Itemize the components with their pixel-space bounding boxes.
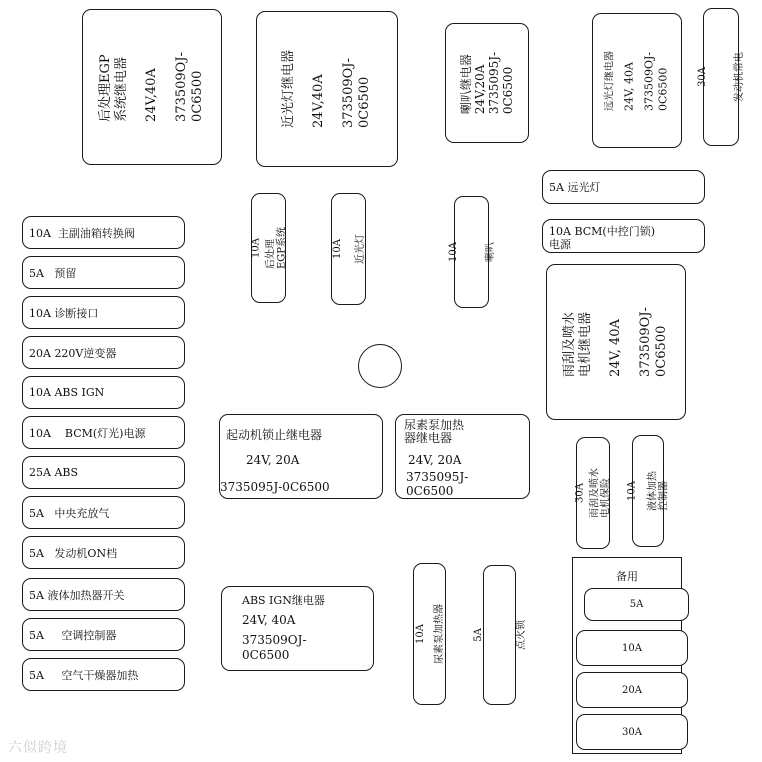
fuse-label: 10A BCM(灯光)电源	[29, 426, 146, 440]
fuse-liquid-heater-amp: 10A	[626, 481, 638, 501]
low-beam-relay-name: 近光灯继电器	[281, 49, 296, 129]
fuse-abs-ign[interactable]	[22, 376, 185, 409]
low-beam-relay[interactable]	[256, 11, 398, 167]
urea-pump-relay-part-line2: 0C6500	[406, 484, 454, 498]
high-beam-relay-name: 远光灯继电器	[604, 50, 616, 111]
high-beam-relay-spec: 24V, 40A	[622, 61, 636, 111]
engine-power-fuse-amp: 30A	[697, 67, 708, 87]
fuse-central-inflation[interactable]	[22, 496, 185, 529]
abs-ign-relay[interactable]	[221, 586, 374, 671]
fuse-horn-vertical[interactable]	[447, 196, 496, 308]
fuse-engine-on[interactable]	[22, 536, 185, 569]
fuse-bcm-door-line1: 10A BCM(中控门锁)	[549, 225, 655, 238]
fuse-liquid-heater-vertical[interactable]	[626, 435, 670, 547]
urea-pump-relay-name-line2: 器继电器	[404, 431, 453, 445]
horn-relay-part-line2: 0C6500	[501, 66, 515, 115]
abs-ign-relay-part-line2: 0C6500	[242, 648, 290, 662]
wiper-relay-part-line2: 0C6500	[654, 325, 669, 377]
fuse-liquid-heater-line1: 液体加热	[647, 471, 659, 511]
urea-pump-relay-name-line1: 尿素泵加热	[404, 418, 465, 432]
egp-relay-spec: 24V,40A	[144, 68, 159, 122]
fuse-label: 10A 诊断接口	[29, 306, 99, 320]
spare-fuse-5a[interactable]	[584, 588, 689, 621]
engine-power-fuse[interactable]	[697, 8, 745, 146]
fuse-ignition-vertical[interactable]	[472, 565, 527, 705]
fuse-label: 5A 预留	[29, 266, 77, 280]
starter-lock-relay-name: 起动机锁止继电器	[226, 428, 323, 442]
egp-relay[interactable]	[82, 9, 222, 165]
low-beam-relay-part-line2: 0C6500	[357, 76, 372, 129]
mounting-hole	[358, 344, 402, 388]
fuse-urea-heater-vertical[interactable]	[413, 563, 446, 705]
fuse-egp-amp: 10A	[250, 238, 261, 258]
fuse-liquid-heater-switch[interactable]	[22, 578, 185, 611]
fuse-low-beam-vertical[interactable]	[331, 193, 366, 305]
fuse-low-beam-amp: 10A	[331, 239, 343, 259]
fuse-label: 5A 发动机ON档	[29, 546, 118, 560]
fuse-reserved[interactable]	[22, 256, 185, 289]
wiper-relay-name-line2: 电机继电器	[578, 311, 593, 377]
wiper-relay-name-line1: 雨刮及喷水	[562, 311, 577, 377]
fuse-bcm-light[interactable]	[22, 416, 185, 449]
egp-relay-part-line2: 0C6500	[190, 70, 205, 122]
low-beam-relay-spec: 24V,40A	[311, 74, 326, 129]
abs-ign-relay-name: ABS IGN继电器	[242, 594, 325, 607]
spare-fuse-label: 30A	[622, 726, 642, 738]
horn-relay-spec: 24V,20A	[473, 64, 487, 115]
high-beam-relay-part-line2: 0C6500	[656, 67, 670, 111]
fuse-wiper-line2: 电机保险	[600, 478, 612, 518]
wiper-relay[interactable]	[546, 264, 686, 420]
wiper-relay-spec: 24V, 40A	[608, 319, 623, 377]
spare-fuse-label: 10A	[622, 642, 642, 654]
fuse-wiper-line1: 雨刮及喷水	[589, 468, 601, 518]
horn-relay[interactable]	[445, 23, 529, 143]
spare-fuse-10a[interactable]	[576, 630, 688, 666]
fuse-bcm-door[interactable]	[542, 219, 705, 253]
fuse-air-dryer-heater[interactable]	[22, 658, 185, 691]
fuse-label: 5A 空气干燥器加热	[29, 668, 139, 682]
fuse-egp-vertical[interactable]	[251, 193, 286, 303]
fuse-liquid-heater-line2: 控制器	[658, 481, 670, 511]
urea-pump-relay-spec: 24V, 20A	[408, 453, 462, 467]
watermark: 六似跨境	[8, 740, 68, 756]
fuse-label: 5A 中央充放气	[29, 506, 110, 520]
fuse-horn-amp: 10A	[447, 242, 459, 262]
fuse-abs[interactable]	[22, 456, 185, 489]
fuse-ignition-amp: 5A	[472, 628, 484, 642]
engine-power-fuse-label: 发动机常电	[734, 52, 745, 102]
starter-lock-relay[interactable]	[219, 414, 383, 499]
starter-lock-relay-spec: 24V, 20A	[246, 453, 300, 467]
fuse-urea-heater-label: 尿素泵加热器	[433, 604, 445, 664]
fuse-label: 5A 空调控制器	[29, 628, 117, 642]
spare-fuse-label: 5A	[629, 599, 644, 610]
fuse-bcm-door-line2: 电源	[549, 238, 571, 251]
abs-ign-relay-part-line1: 373509OJ-	[242, 633, 307, 647]
urea-pump-relay-part-line1: 3735095J-	[406, 470, 469, 484]
egp-relay-name-line2: 系统继电器	[114, 56, 129, 122]
low-beam-relay-part-line1: 373509OJ-	[341, 58, 356, 129]
fuse-wiper-vertical[interactable]	[576, 437, 610, 549]
wiper-relay-part-line1: 373509OJ-	[638, 307, 653, 377]
fuse-diagnostic-port[interactable]	[22, 296, 185, 329]
high-beam-relay-part-line1: 373509OJ-	[642, 51, 656, 111]
fuse-urea-heater-amp: 10A	[414, 624, 426, 644]
fuse-high-beam-label: 5A 远光灯	[549, 181, 601, 194]
fuse-ac-controller[interactable]	[22, 618, 185, 651]
egp-relay-part-line1: 373509OJ-	[174, 52, 189, 122]
spare-fuse-30a[interactable]	[576, 714, 688, 750]
fuse-inverter[interactable]	[22, 336, 185, 369]
spare-fuse-20a[interactable]	[576, 672, 688, 708]
fuse-label: 20A 220V逆变器	[29, 346, 117, 360]
fuse-ignition-label: 点火锁	[515, 620, 527, 650]
fuse-egp-line1: 后处理	[265, 239, 276, 270]
urea-pump-relay[interactable]	[395, 414, 530, 499]
fuse-low-beam-label: 近光灯	[354, 234, 366, 264]
egp-relay-name-line1: 后处理EGP	[98, 54, 113, 122]
horn-relay-name: 喇叭继电器	[459, 54, 473, 115]
starter-lock-relay-part: 3735095J-0C6500	[220, 480, 330, 494]
fuse-wiper-amp: 30A	[574, 483, 586, 503]
fuse-egp-line2: EGP系统	[276, 226, 287, 270]
fuse-high-beam[interactable]	[542, 170, 705, 204]
horn-relay-part-line1: 3735095J-	[487, 51, 501, 115]
fuse-fuel-tank-valve[interactable]	[22, 216, 185, 249]
abs-ign-relay-spec: 24V, 40A	[242, 613, 296, 627]
fuse-label: 25A ABS	[29, 466, 79, 479]
spare-fuse-label: 20A	[622, 684, 642, 696]
fuse-label: 5A 液体加热器开关	[29, 588, 125, 602]
fuse-label: 10A ABS IGN	[29, 386, 105, 399]
fuse-label: 10A 主副油箱转换阀	[29, 226, 135, 240]
fuse-horn-label: 喇叭	[484, 242, 496, 262]
spare-title: 备用	[616, 570, 638, 583]
high-beam-relay[interactable]	[592, 13, 682, 148]
